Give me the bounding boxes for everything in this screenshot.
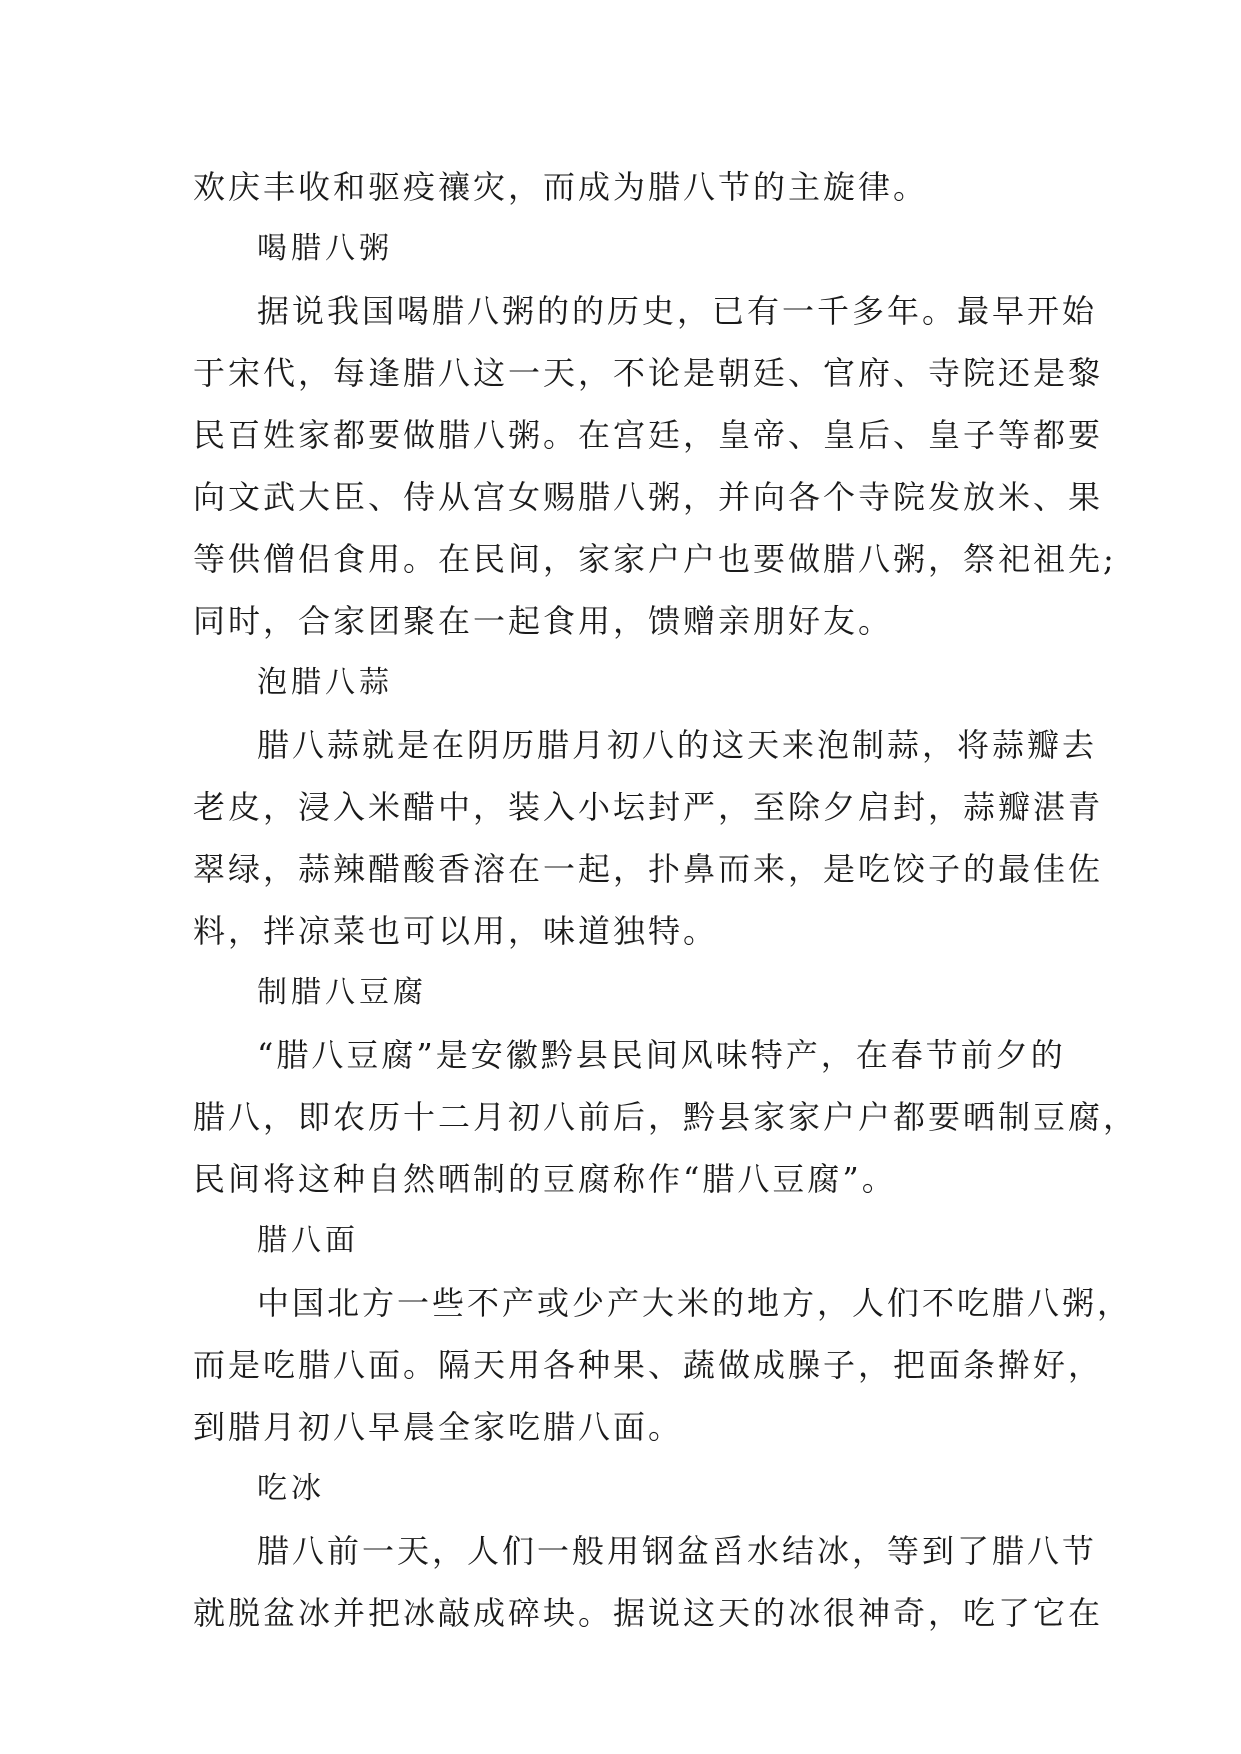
body-line: 等供僧侣食用。在民间，家家户户也要做腊八粥，祭祀祖先;	[193, 540, 1117, 578]
body-line: 而是吃腊八面。隔天用各种果、蔬做成臊子，把面条擀好，	[193, 1346, 1104, 1384]
body-line: 向文武大臣、侍从宫女赐腊八粥，并向各个寺院发放米、果	[193, 478, 1104, 516]
section-heading-laba-garlic: 泡腊八蒜	[257, 665, 393, 700]
body-line: 腊八蒜就是在阴历腊月初八的这天来泡制蒜，将蒜瓣去	[257, 726, 1098, 764]
body-line: 同时，合家团聚在一起食用，馈赠亲朋好友。	[193, 602, 894, 640]
body-line: 老皮，浸入米醋中，装入小坛封严，至除夕启封，蒜瓣湛青	[193, 788, 1104, 826]
section-heading-laba-porridge: 喝腊八粥	[257, 231, 393, 266]
body-line: 民间将这种自然晒制的豆腐称作“腊八豆腐”。	[193, 1160, 897, 1198]
section-heading-laba-noodles: 腊八面	[257, 1223, 359, 1258]
body-line: 到腊月初八早晨全家吃腊八面。	[193, 1408, 684, 1446]
body-line: 就脱盆冰并把冰敲成碎块。据说这天的冰很神奇，吃了它在	[193, 1594, 1104, 1632]
body-line: “腊八豆腐”是安徽黔县民间风味特产，在春节前夕的	[257, 1036, 1066, 1074]
body-line: 民百姓家都要做腊八粥。在宫廷，皇帝、皇后、皇子等都要	[193, 416, 1104, 454]
body-line: 欢庆丰收和驱疫禳灾，而成为腊八节的主旋律。	[193, 168, 929, 206]
body-line: 料，拌凉菜也可以用，味道独特。	[193, 912, 719, 950]
body-line: 于宋代，每逢腊八这一天，不论是朝廷、官府、寺院还是黎	[193, 354, 1104, 392]
body-line: 据说我国喝腊八粥的的历史，已有一千多年。最早开始	[257, 292, 1098, 330]
document-body	[193, 156, 1139, 1644]
section-heading-laba-tofu: 制腊八豆腐	[257, 975, 427, 1010]
body-line: 腊八，即农历十二月初八前后，黔县家家户户都要晒制豆腐，	[193, 1098, 1139, 1136]
body-line: 腊八前一天，人们一般用钢盆舀水结冰，等到了腊八节	[257, 1532, 1098, 1570]
body-line: 中国北方一些不产或少产大米的地方，人们不吃腊八粥，	[257, 1284, 1133, 1322]
body-line: 翠绿，蒜辣醋酸香溶在一起，扑鼻而来，是吃饺子的最佳佐	[193, 850, 1104, 888]
section-heading-eat-ice: 吃冰	[257, 1471, 325, 1506]
